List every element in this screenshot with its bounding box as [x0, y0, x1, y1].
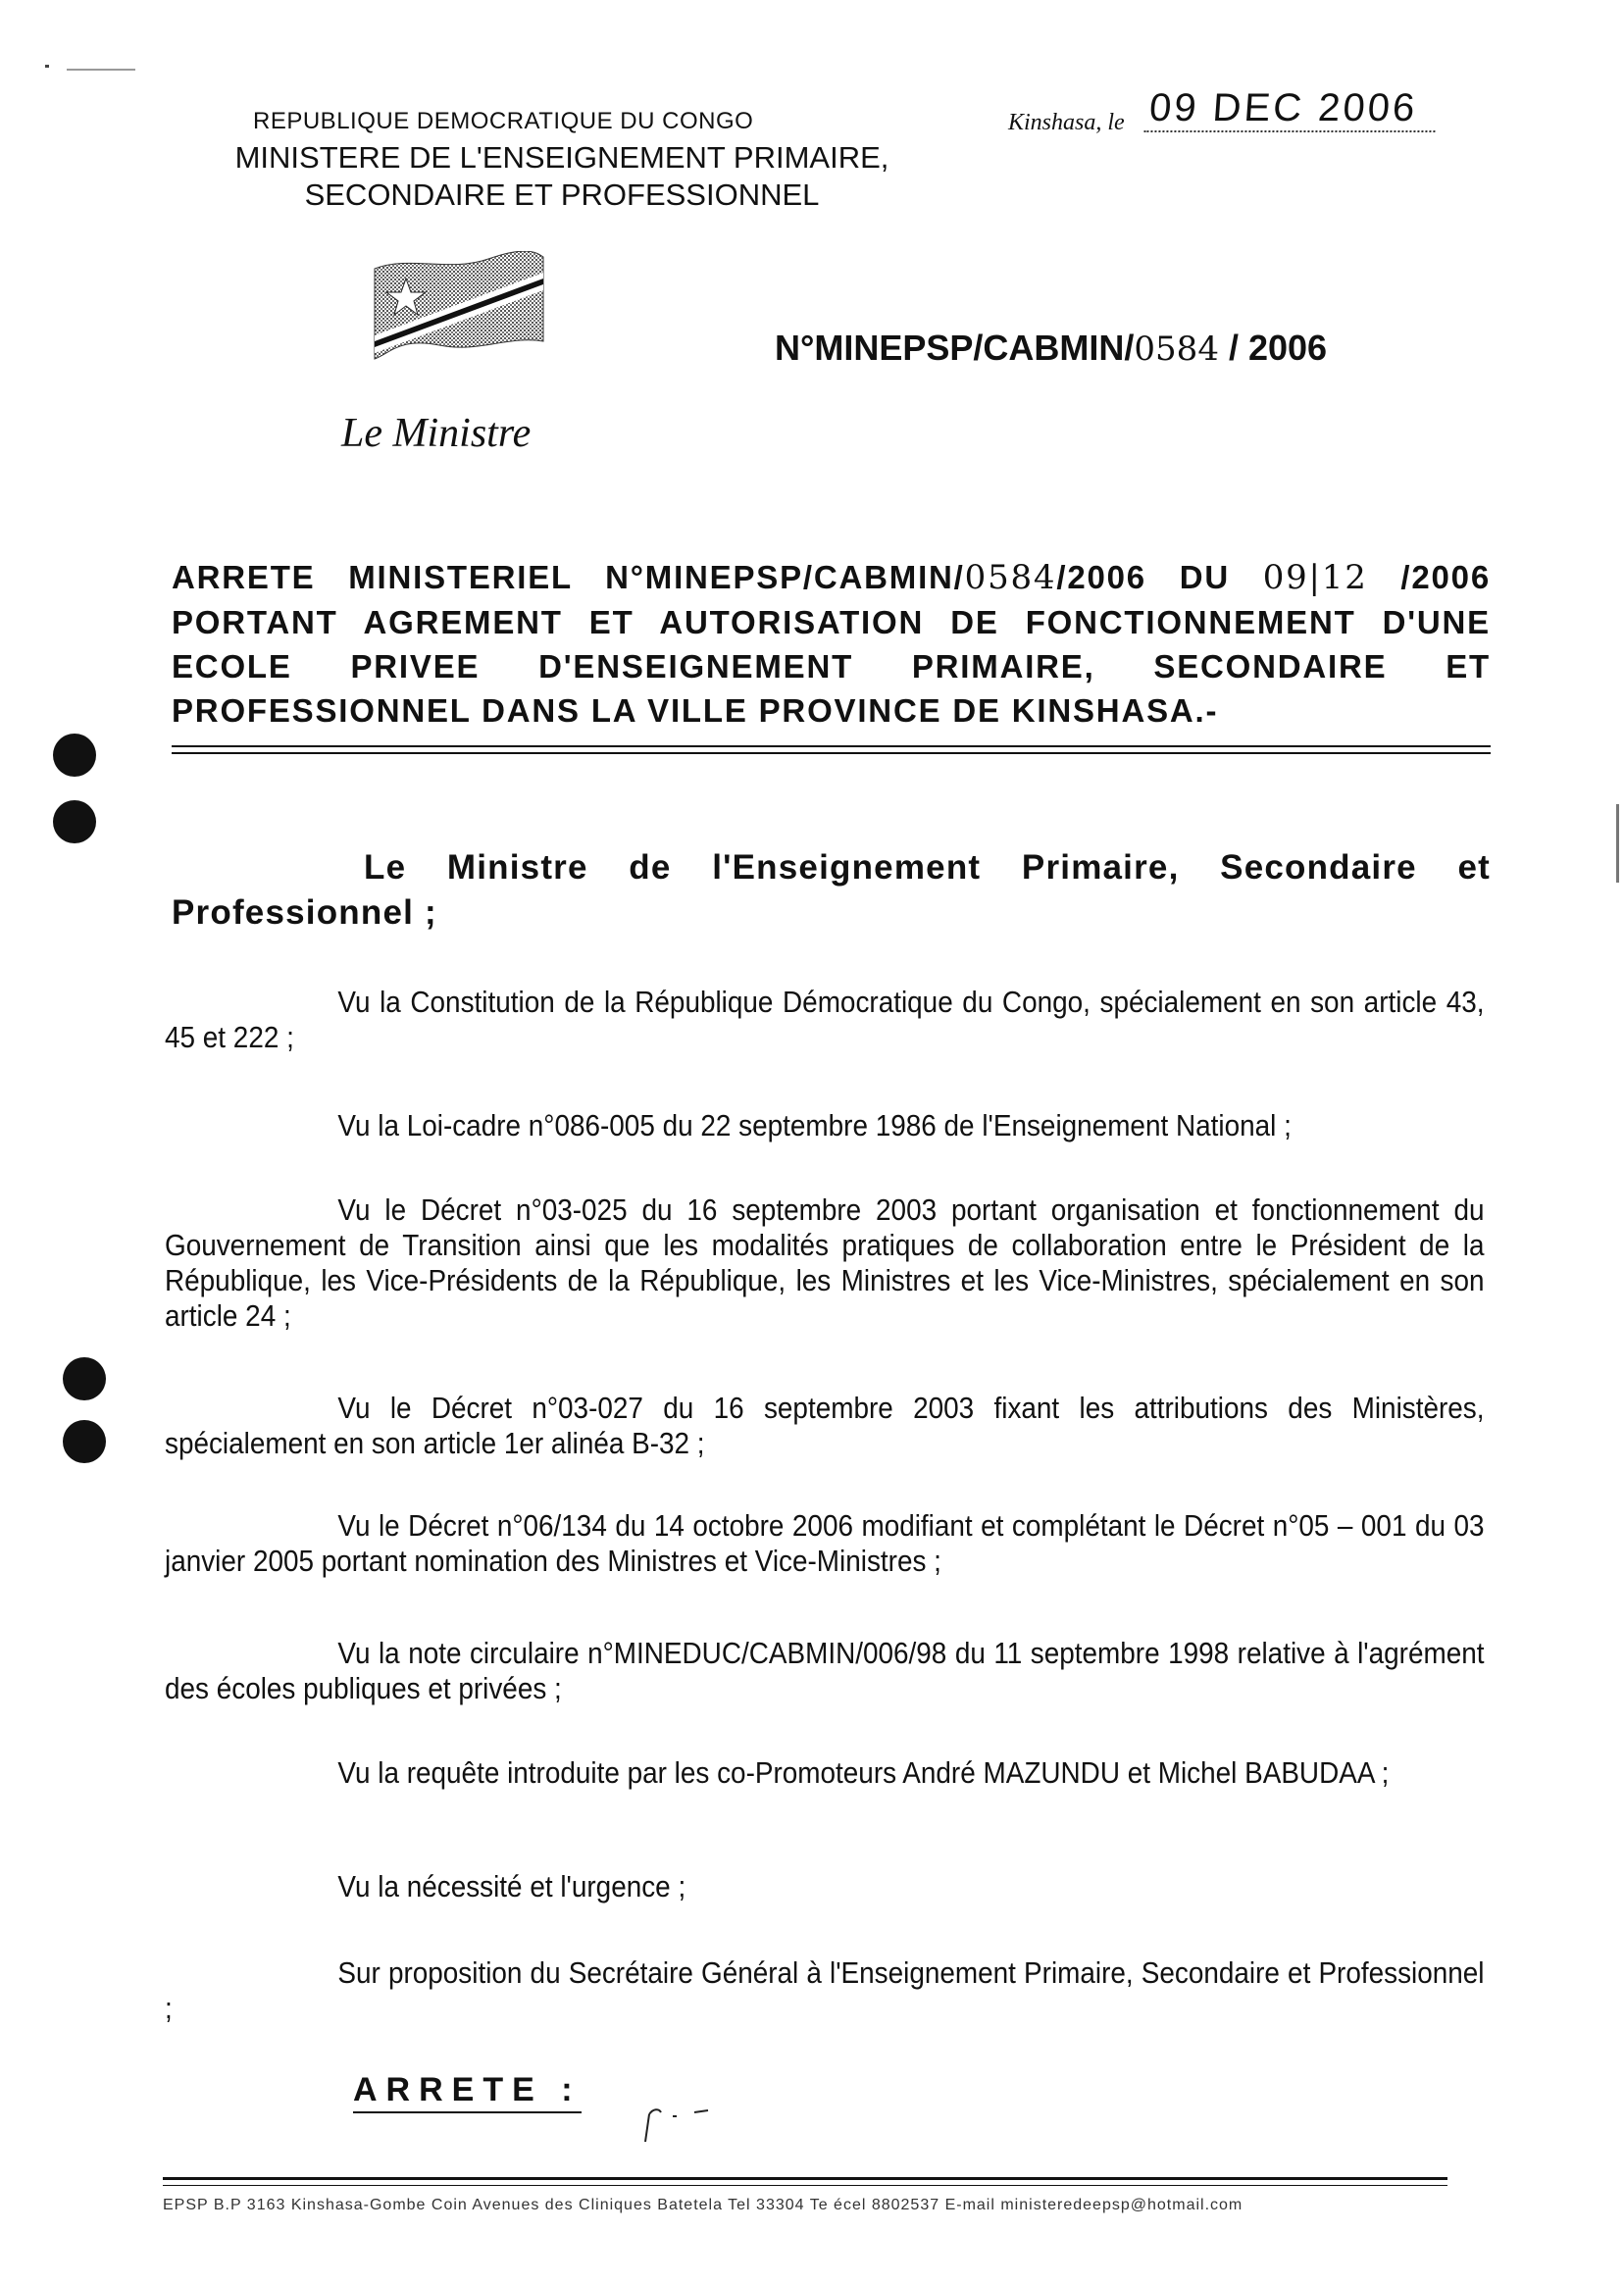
- signatory-title: Le Ministre: [341, 411, 532, 456]
- handwritten-date: 09 DEC 2006: [1143, 86, 1438, 132]
- consideration-1: Vu la Constitution de la République Démocratique du Congo, spécialement en son article 43, 45 et 222 ;: [165, 985, 1485, 1054]
- country-heading: REPUBLIQUE DEMOCRATIQUE DU CONGO: [253, 108, 754, 134]
- consideration-7: Vu la requête introduite par les co-Promoteurs André MAZUNDU et Michel BABUDAA ;: [337, 1755, 1390, 1790]
- title-rule: [172, 745, 1491, 747]
- binder-hole: [63, 1420, 106, 1463]
- preamble: Le Ministre de l'Enseignement Primaire, Secondaire et Professionnel ;: [172, 848, 1491, 932]
- consideration-3: Vu le Décret n°03-025 du 16 septembre 2003 portant organisation et fonctionnement du Gouvernement de Transition ainsi que les modalités pratiques de collaboration entre le Président de la République, les Vice-Présidents de la République, les Ministres et les Vice-Ministres, spécialement en son article 24 ;: [165, 1192, 1485, 1333]
- title-handwritten-date: 09|12: [1262, 558, 1368, 597]
- ministry-line-2: SECONDAIRE ET PROFESSIONNEL: [304, 178, 820, 212]
- reference-handwritten-number: 0584: [1134, 330, 1219, 369]
- ministry-line-1: MINISTERE DE L'ENSEIGNEMENT PRIMAIRE,: [234, 140, 889, 175]
- reference-suffix: / 2006: [1228, 328, 1328, 368]
- flag-emblem: [371, 251, 547, 363]
- consideration-5: Vu le Décret n°06/134 du 14 octobre 2006 modifiant et complétant le Décret n°05 – 001 du 03 janvier 2005 portant nomination des Ministres et Vice-Ministres ;: [165, 1508, 1485, 1578]
- reference-prefix: N°MINEPSP/CABMIN/: [775, 328, 1135, 368]
- handwritten-mark: [639, 2097, 728, 2146]
- consideration-9: Sur proposition du Secrétaire Général à l'Enseignement Primaire, Secondaire et Professionnel ;: [165, 1955, 1485, 2025]
- ministry-heading: [204, 139, 920, 214]
- binder-hole: [63, 1357, 106, 1400]
- title-line-3: ECOLE PRIVEE D'ENSEIGNEMENT PRIMAIRE, SECONDAIRE ET: [172, 648, 1491, 685]
- title-rule: [172, 752, 1491, 754]
- decree-title: [172, 555, 1491, 733]
- decision-heading: ARRETE :: [353, 2071, 582, 2113]
- title-line-2: PORTANT AGREMENT ET AUTORISATION DE FONCTIONNEMENT D'UNE: [172, 604, 1491, 640]
- footer-rule: [163, 2185, 1447, 2186]
- reference-number: [775, 328, 1327, 369]
- binder-hole: [53, 734, 96, 777]
- place-label: Kinshasa, le: [1008, 110, 1125, 135]
- title-handwritten-number: 0584: [964, 558, 1057, 597]
- footer-rule: [163, 2177, 1447, 2180]
- title-line-1: ARRETE MINISTERIEL N°MINEPSP/CABMIN/0584/2006 DU 09|12 /2006: [172, 558, 1491, 597]
- consideration-8: Vu la nécessité et l'urgence ;: [337, 1869, 686, 1903]
- scan-edge: [1616, 804, 1619, 883]
- scan-speck: [45, 65, 49, 68]
- scan-speck: [67, 69, 135, 71]
- title-line-4: PROFESSIONNEL DANS LA VILLE PROVINCE DE KINSHASA.-: [172, 692, 1219, 729]
- consideration-6: Vu la note circulaire n°MINEDUC/CABMIN/006/98 du 11 septembre 1998 relative à l'agrément des écoles publiques et privées ;: [165, 1636, 1485, 1705]
- consideration-4: Vu le Décret n°03-027 du 16 septembre 2003 fixant les attributions des Ministères, spécialement en son article 1er alinéa B-32 ;: [165, 1391, 1485, 1460]
- consideration-2: Vu la Loi-cadre n°086-005 du 22 septembre 1986 de l'Enseignement National ;: [337, 1108, 1292, 1142]
- footer-address: EPSP B.P 3163 Kinshasa-Gombe Coin Avenues des Cliniques Batetela Tel 33304 Te écel 8802537 E-mail ministeredeepsp@hotmail.com: [163, 2197, 1243, 2213]
- binder-hole: [53, 800, 96, 843]
